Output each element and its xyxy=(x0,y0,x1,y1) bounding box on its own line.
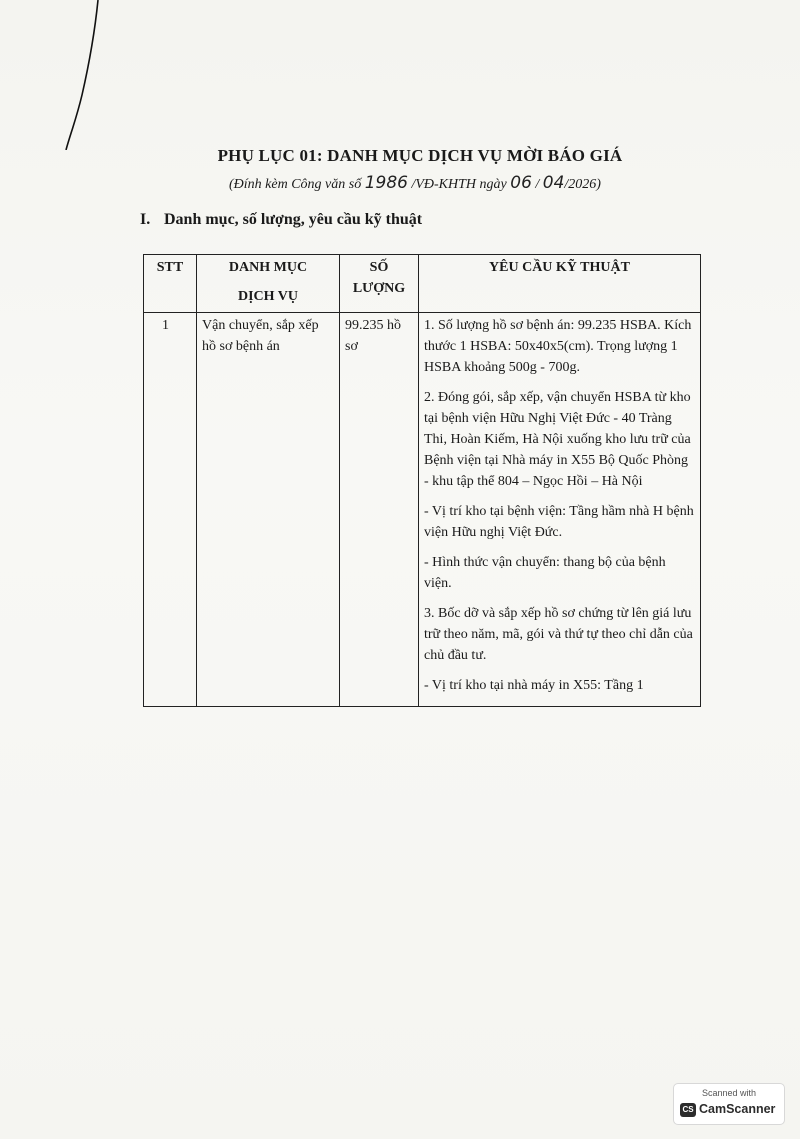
section-number: I. xyxy=(140,211,151,228)
cell-yeu-cau xyxy=(419,313,701,707)
watermark-brand-name: CamScanner xyxy=(699,1102,776,1116)
section-heading xyxy=(140,211,422,229)
cell-stt: 1 xyxy=(144,313,197,707)
header-yeu-cau xyxy=(419,255,701,313)
subtitle-separator: / xyxy=(535,177,540,192)
header-yeu-cau-label: YÊU CẦU KỸ THUẬT xyxy=(489,260,630,275)
camscanner-watermark xyxy=(673,1083,785,1125)
table-row xyxy=(144,313,701,707)
header-so-luong-line1: SỐ xyxy=(369,260,389,275)
header-stt xyxy=(144,255,197,313)
camscanner-logo-icon: CS xyxy=(680,1103,696,1117)
header-danh-muc-line1: DANH MỤC xyxy=(228,260,308,275)
subtitle-middle: /VĐ-KHTH ngày xyxy=(411,177,507,192)
header-so-luong-line2: LƯỢNG xyxy=(352,281,406,296)
page-title: PHỤ LỤC 01: DANH MỤC DỊCH VỤ MỜI BÁO GIÁ xyxy=(217,146,623,165)
page-subtitle xyxy=(0,173,800,193)
requirement-paragraph: 3. Bốc dỡ và sắp xếp hồ sơ chứng từ lên giá lưu trữ theo năm, mã, gói và thứ tự theo chỉ dẫn của chủ đầu tư. xyxy=(424,606,693,663)
header-stt-label: STT xyxy=(156,260,184,275)
subtitle-suffix: /2026) xyxy=(564,177,601,192)
requirement-paragraph: - Vị trí kho tại bệnh viện: Tầng hầm nhà H bệnh viện Hữu nghị Việt Đức. xyxy=(424,504,694,540)
requirement-paragraph: - Vị trí kho tại nhà máy in X55: Tầng 1 xyxy=(424,678,644,693)
paper-fold-mark xyxy=(40,0,120,150)
requirement-paragraph: 2. Đóng gói, sắp xếp, vận chuyển HSBA từ kho tại bệnh viện Hữu Nghị Việt Đức - 40 Tràng Thi, Hoàn Kiếm, Hà Nội xuống kho lưu trữ của Bệnh viện tại Nhà máy in X55 Bộ Quốc Phòng - khu tập thể 804 – Ngọc Hồi – Hà Nội xyxy=(424,390,691,489)
cell-danh-muc: Vận chuyển, sắp xếp hồ sơ bệnh án xyxy=(197,313,340,707)
header-danh-muc xyxy=(197,255,340,313)
handwritten-day: 06 xyxy=(510,173,532,193)
requirement-paragraph: 1. Số lượng hồ sơ bệnh án: 99.235 HSBA. Kích thước 1 HSBA: 50x40x5(cm). Trọng lượng 1 HSBA khoảng 500g - 700g. xyxy=(424,318,692,375)
watermark-caption: Scanned with xyxy=(701,1088,757,1098)
service-table xyxy=(143,254,701,707)
header-danh-muc-line2: DỊCH VỤ xyxy=(237,289,299,304)
requirement-paragraph: - Hình thức vận chuyển: thang bộ của bệnh viện. xyxy=(424,555,666,591)
section-title: Danh mục, số lượng, yêu cầu kỹ thuật xyxy=(164,211,423,228)
handwritten-doc-number: 1986 xyxy=(364,173,408,193)
subtitle-prefix: (Đính kèm Công văn số xyxy=(229,177,362,192)
handwritten-month: 04 xyxy=(542,173,565,193)
header-so-luong xyxy=(340,255,419,313)
table-header-row xyxy=(144,255,701,313)
cell-so-luong: 99.235 hồ sơ xyxy=(340,313,419,707)
